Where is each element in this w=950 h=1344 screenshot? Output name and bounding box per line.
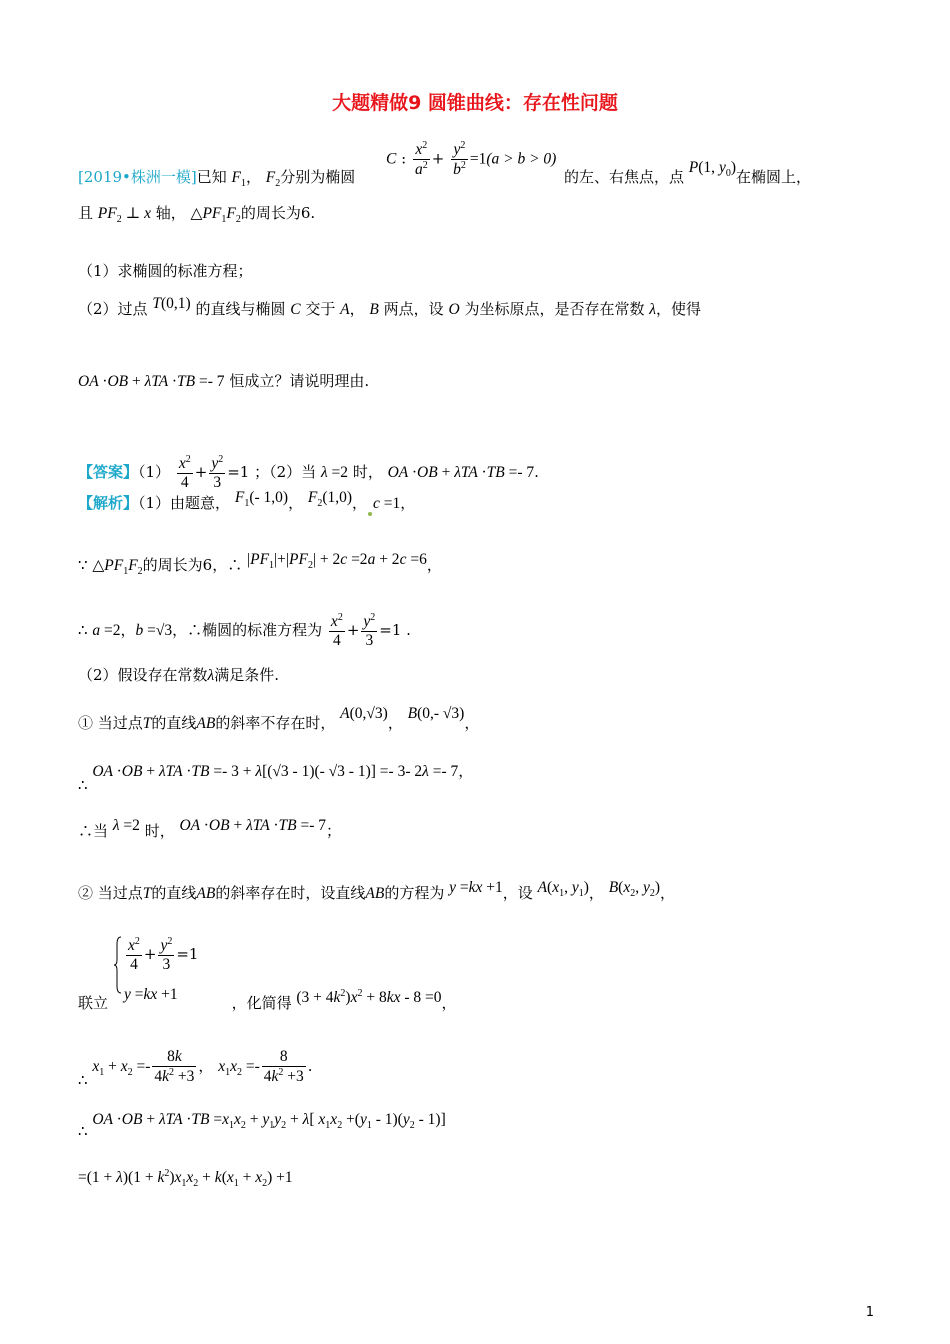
analysis-label: 【解析】: [78, 494, 139, 512]
answer-label: 【答案】: [78, 462, 139, 481]
question-1: （1）求椭圆的标准方程；: [78, 262, 253, 280]
analysis-line-3: ∴ a =2，b =√3，∴椭圆的标准方程为 $\frac{x^2}{4}$ + $\frac{y^2}{3}$ =1 .: [78, 612, 411, 649]
analysis-line-4: （2）假设存在常数λ满足条件.: [78, 666, 280, 684]
analysis-line-2: ∵ $\triangle PF_1F_2$的周长为6，∴ $|PF_1|+|PF_2| + 2c =2a + 2c =6$，: [78, 551, 442, 578]
question-2-condition: OA ·OB + λTA ·TB =- 7 恒成立？请说明理由.: [78, 372, 370, 390]
answer-line: 【答案】（1） $\frac{x^2}{4}$ + $\frac{y^2}{3}$ =1 ；（2）当 λ =2 时， OA ·OB + λTA ·TB =- 7.: [78, 454, 539, 491]
case-2-combine: 联立 ，化简得 $(3 + 4k^2)x^2 + 8kx - 8 =0$，: [78, 988, 457, 1013]
problem-line-1: [2019•株洲一模]已知 $F_1$， $F_2$分别为椭圆: [78, 168, 356, 190]
problem-line-2: 且 $PF_2$ ⊥ x 轴， $\triangle PF_1F_2$的周长为6.: [78, 204, 316, 226]
case-1-line: ① 当过点T的直线AB的斜率不存在时， A(0,√3)， B(0,- √3)，: [78, 705, 480, 732]
brace-icon: [114, 936, 122, 994]
vieta-line: ∴ $x_1 + x_2$ =- $\frac{8k}{4k^2 +3}$ ， $x_1x_2$ =- $\frac{8}{4k^2 +3}$ .: [78, 1048, 313, 1089]
analysis-line-1: 【解析】（1）由题意， $F_1(-$ 1,0)， $F_2(1,0)$， c =1，: [78, 494, 415, 516]
expand-line-1: ∴ OA $\cdot OB + \lambda TA \cdot TB =x_1x_2 + y_1y_2 + \lambda$[ $x_1x_2 +(y_1 - 1)(y_2 - 1)$]: [78, 1111, 446, 1140]
source-tag: [2019•株洲一模]: [78, 168, 197, 186]
case-2-line: ② 当过点T的直线AB的斜率存在时，设直线AB的方程为 y =kx +1，设 $A(x_1$, $y_1$)， $B(x_2$, $y_2$)，: [78, 879, 676, 902]
ellipse-equation: C : $\frac{x^2}{a^2}$ + $\frac{y^2}{b^2}$ =1(a > b > 0): [386, 140, 557, 179]
problem-line-1-end: 的左、右焦点，点 P(1, $y_0$)在椭圆上，: [564, 159, 812, 186]
case-1-result: ∴当 λ =2 时， OA ·OB + λTA ·TB =- 7；: [78, 817, 342, 840]
question-2: （2）过点 T(0,1) 的直线与椭圆 C 交于 A， B 两点，设 O 为坐标原点，是否存在常数 λ，使得: [78, 295, 701, 318]
expand-line-2: $=(1 + \lambda)(1 + k^2)x_1x_2 + k(x_1 + x_2) +1$: [78, 1168, 293, 1190]
page-number: 1: [865, 1305, 874, 1320]
case-1-calc: ∴ OA ·OB + λTA ·TB =- 3 + λ[(√3 - 1)(- √3 - 1)] =- 3- 2λ =- 7，: [78, 762, 474, 794]
page-title: 大题精做9 圆锥曲线：存在性问题: [332, 92, 618, 114]
equation-system: $\frac{x^2}{4}$ + $\frac{y^2}{3}$ =1 y =kx +1: [114, 936, 224, 998]
